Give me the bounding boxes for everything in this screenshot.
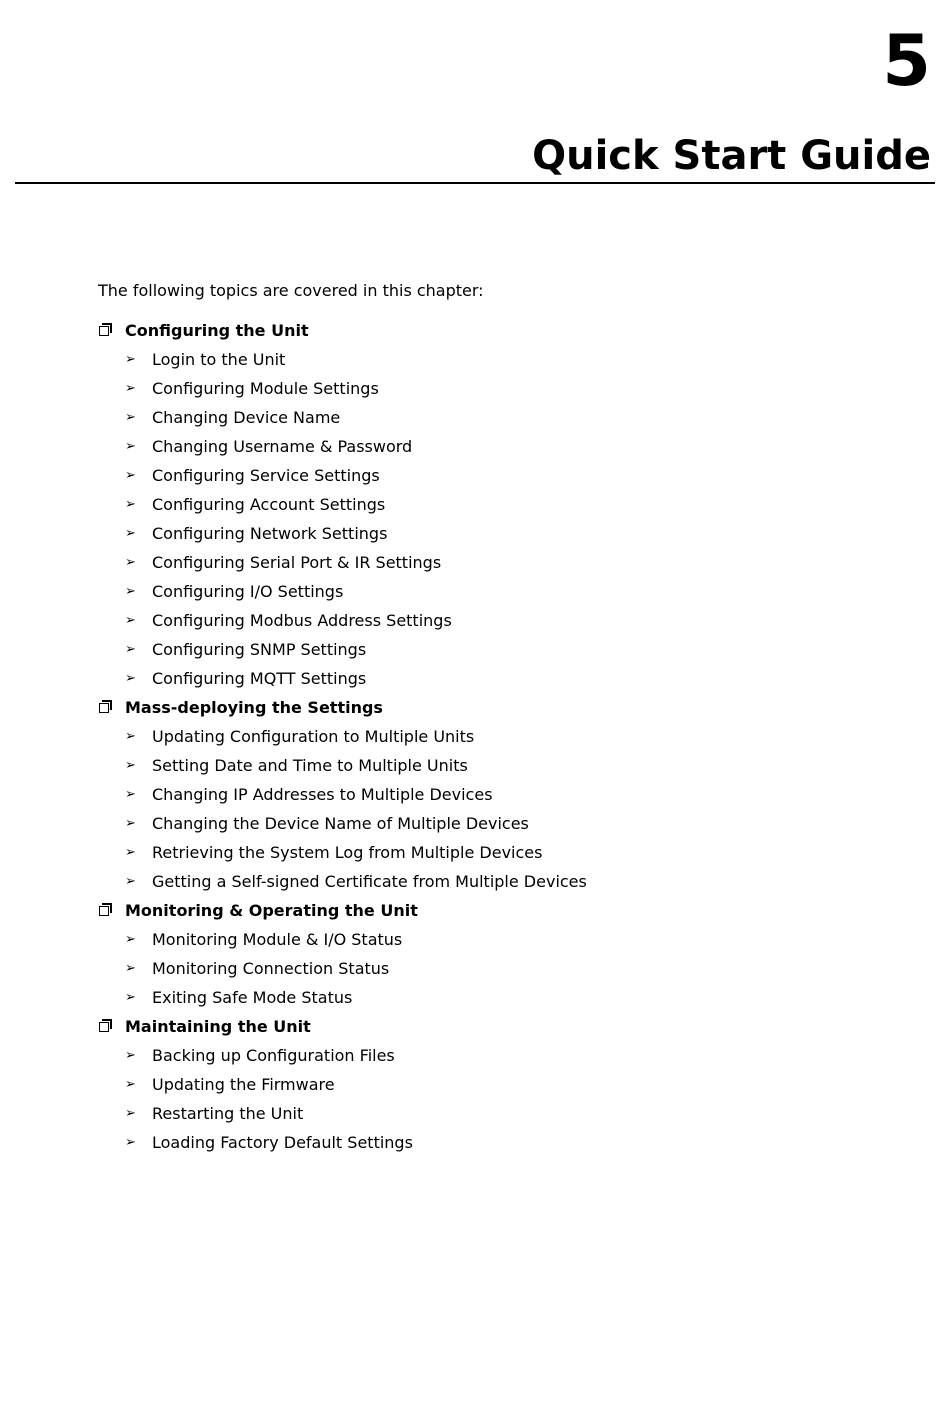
toc-topic-label: Retrieving the System Log from Multiple Devices	[152, 843, 543, 862]
toc-topic-label: Backing up Configuration Files	[152, 1046, 395, 1065]
toc-topic	[125, 983, 858, 1012]
arrow-bullet-icon: ➢	[125, 526, 136, 541]
toc-topic-list	[98, 925, 858, 1012]
toc-topic-label: Configuring MQTT Settings	[152, 669, 367, 688]
toc-topic	[125, 577, 858, 606]
arrow-bullet-icon: ➢	[125, 613, 136, 628]
checkbox-square-icon	[98, 316, 112, 345]
toc-topic-label: Configuring Network Settings	[152, 524, 388, 543]
arrow-bullet-icon: ➢	[125, 439, 136, 454]
toc-section	[98, 896, 858, 1012]
toc-topic-label: Restarting the Unit	[152, 1104, 304, 1123]
toc-section-heading	[98, 693, 858, 722]
chapter-topics-list	[98, 316, 858, 1157]
toc-topic	[125, 432, 858, 461]
arrow-bullet-icon: ➢	[125, 555, 136, 570]
toc-topic-label: Exiting Safe Mode Status	[152, 988, 353, 1007]
toc-topic	[125, 548, 858, 577]
arrow-bullet-icon: ➢	[125, 874, 136, 889]
toc-topic	[125, 809, 858, 838]
toc-topic-label: Loading Factory Default Settings	[152, 1133, 413, 1152]
arrow-bullet-icon: ➢	[125, 410, 136, 425]
toc-topic-list	[98, 1041, 858, 1157]
toc-topic-label: Configuring Modbus Address Settings	[152, 611, 452, 630]
toc-topic-label: Changing IP Addresses to Multiple Devices	[152, 785, 493, 804]
arrow-bullet-icon: ➢	[125, 381, 136, 396]
toc-topic	[125, 867, 858, 896]
toc-topic-label: Configuring Service Settings	[152, 466, 380, 485]
toc-topic-label: Updating the Firmware	[152, 1075, 335, 1094]
arrow-bullet-icon: ➢	[125, 468, 136, 483]
toc-topic-list	[98, 722, 858, 896]
arrow-bullet-icon: ➢	[125, 845, 136, 860]
toc-section-title: Configuring the Unit	[125, 321, 309, 340]
chapter-title: Quick Start Guide	[532, 133, 931, 179]
checkbox-square-icon	[98, 1012, 112, 1041]
toc-section	[98, 693, 858, 896]
arrow-bullet-icon: ➢	[125, 816, 136, 831]
arrow-bullet-icon: ➢	[125, 671, 136, 686]
toc-topic-label: Configuring SNMP Settings	[152, 640, 367, 659]
toc-topic	[125, 345, 858, 374]
arrow-bullet-icon: ➢	[125, 642, 136, 657]
arrow-bullet-icon: ➢	[125, 787, 136, 802]
toc-topic-list	[98, 345, 858, 693]
toc-topic-label: Monitoring Module & I/O Status	[152, 930, 403, 949]
checkbox-square-icon	[98, 693, 112, 722]
toc-section-heading	[98, 1012, 858, 1041]
toc-section-title: Monitoring & Operating the Unit	[125, 901, 418, 920]
toc-topic	[125, 490, 858, 519]
toc-topic-label: Setting Date and Time to Multiple Units	[152, 756, 468, 775]
toc-topic	[125, 635, 858, 664]
toc-topic	[125, 1041, 858, 1070]
intro-text: The following topics are covered in this chapter:	[98, 281, 484, 300]
toc-topic	[125, 722, 858, 751]
arrow-bullet-icon: ➢	[125, 1048, 136, 1063]
arrow-bullet-icon: ➢	[125, 352, 136, 367]
toc-topic	[125, 954, 858, 983]
toc-topic-label: Monitoring Connection Status	[152, 959, 390, 978]
toc-topic	[125, 751, 858, 780]
arrow-bullet-icon: ➢	[125, 729, 136, 744]
toc-topic	[125, 780, 858, 809]
arrow-bullet-icon: ➢	[125, 990, 136, 1005]
toc-topic-label: Configuring Account Settings	[152, 495, 386, 514]
toc-topic-label: Changing the Device Name of Multiple Devices	[152, 814, 529, 833]
toc-topic	[125, 1128, 858, 1157]
toc-topic-label: Configuring Serial Port & IR Settings	[152, 553, 442, 572]
toc-topic	[125, 925, 858, 954]
toc-topic	[125, 664, 858, 693]
toc-topic	[125, 403, 858, 432]
toc-topic-label: Configuring Module Settings	[152, 379, 379, 398]
arrow-bullet-icon: ➢	[125, 1077, 136, 1092]
arrow-bullet-icon: ➢	[125, 497, 136, 512]
toc-topic-label: Login to the Unit	[152, 350, 286, 369]
toc-topic-label: Updating Configuration to Multiple Units	[152, 727, 475, 746]
toc-section-heading	[98, 316, 858, 345]
toc-topic-label: Changing Device Name	[152, 408, 341, 427]
toc-topic	[125, 1070, 858, 1099]
toc-topic-label: Getting a Self-signed Certificate from Multiple Devices	[152, 872, 587, 891]
toc-topic	[125, 606, 858, 635]
toc-section	[98, 316, 858, 693]
toc-topic-label: Changing Username & Password	[152, 437, 413, 456]
toc-section-title: Maintaining the Unit	[125, 1017, 311, 1036]
title-divider	[15, 182, 935, 184]
toc-section-heading	[98, 896, 858, 925]
toc-topic	[125, 519, 858, 548]
toc-topic	[125, 461, 858, 490]
arrow-bullet-icon: ➢	[125, 1106, 136, 1121]
arrow-bullet-icon: ➢	[125, 1135, 136, 1150]
arrow-bullet-icon: ➢	[125, 961, 136, 976]
toc-topic	[125, 838, 858, 867]
arrow-bullet-icon: ➢	[125, 758, 136, 773]
toc-section	[98, 1012, 858, 1157]
toc-topic	[125, 374, 858, 403]
checkbox-square-icon	[98, 896, 112, 925]
toc-section-title: Mass-deploying the Settings	[125, 698, 383, 717]
chapter-number: 5	[882, 20, 931, 102]
toc-topic	[125, 1099, 858, 1128]
toc-topic-label: Configuring I/O Settings	[152, 582, 344, 601]
arrow-bullet-icon: ➢	[125, 932, 136, 947]
arrow-bullet-icon: ➢	[125, 584, 136, 599]
